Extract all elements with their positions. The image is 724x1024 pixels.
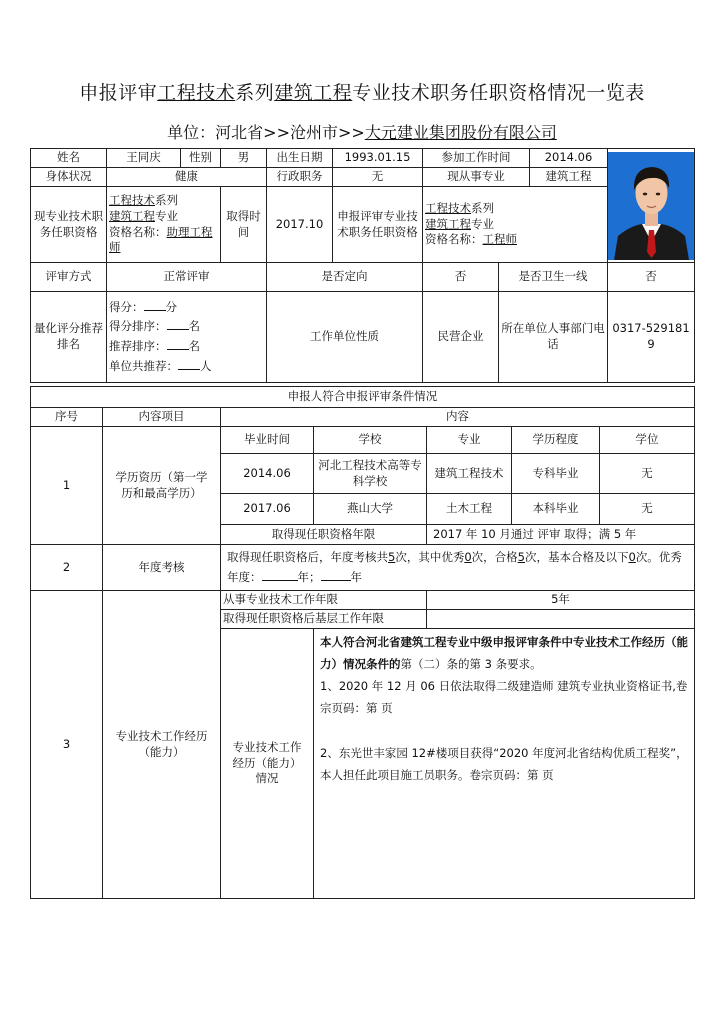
score-rank-blank [167, 329, 189, 330]
unit-total-label: 单位共推荐： [109, 358, 178, 373]
edu-row1-date: 2014.06 [221, 454, 314, 494]
experience-detail-label: 专业技术工作经历（能力）情况 [221, 629, 314, 899]
edu-no: 1 [31, 427, 103, 545]
experience-statement [314, 629, 695, 899]
edu-years-value: 2017 年 10 月通过 评审 取得；满 5 年 [427, 525, 695, 545]
score-rank-label: 得分排序： [109, 319, 167, 334]
assessment-t2: 次，其中优秀 [395, 549, 465, 564]
edu-header-date: 毕业时间 [221, 427, 314, 454]
gender-value: 男 [221, 149, 267, 168]
current-qual-detail [107, 187, 221, 263]
edu-row2-school: 燕山大学 [314, 494, 427, 525]
assessment-item: 年度考核 [103, 545, 221, 591]
apply-qual-name-label: 资格名称： [425, 232, 483, 247]
recommend-rank-unit: 名 [188, 339, 200, 353]
name-value: 王同庆 [107, 149, 181, 168]
current-major-value: 建筑工程 [530, 168, 608, 187]
apply-qual-series: 工程技术 [425, 201, 471, 216]
col-content-header: 内容 [221, 408, 695, 427]
current-qual-series-suffix: 系列 [155, 193, 178, 208]
assessment-total: 5 [388, 549, 396, 564]
photo-portrait-icon [608, 152, 695, 260]
col-item-header: 内容项目 [103, 408, 221, 427]
edu-header-level: 学历程度 [512, 427, 600, 454]
review-method-value: 正常评审 [107, 263, 267, 292]
edu-years-label: 取得现任职资格年限 [221, 525, 427, 545]
assessment-excellent: 0 [464, 549, 472, 564]
unit-total-blank [178, 369, 200, 370]
assessment-t1: 取得现任职资格后，年度考核共 [227, 549, 388, 564]
current-major-label: 现从事专业 [423, 168, 530, 187]
grassroots-label: 取得现任职资格后基层工作年限 [221, 610, 427, 629]
apply-qual-label: 申报评审专业技术职务任职资格 [333, 187, 423, 263]
excellent-year-blank-2 [321, 580, 351, 581]
phone-value: 0317-5291819 [608, 292, 695, 383]
grassroots-value [427, 610, 695, 629]
current-qual-label: 现专业技术职务任职资格 [31, 187, 107, 263]
recommend-rank-label: 推荐排序： [109, 339, 167, 353]
statement-item-2: 2、东光世丰家园 12#楼项目获得“2020 年度河北省结构优质工程奖”，本人担任此项目施工员职务。卷宗页码：第 页 [320, 746, 688, 783]
applicant-photo [608, 149, 695, 263]
name-label: 姓名 [31, 149, 107, 168]
edu-row2-level: 本科毕业 [512, 494, 600, 525]
edu-row2-degree: 无 [600, 494, 695, 525]
title-series-suffix: 系列 [235, 82, 275, 104]
frontline-label: 是否卫生一线 [499, 263, 608, 292]
ranking-detail [107, 292, 267, 383]
title-suffix: 专业技术职务任职资格情况一览表 [352, 82, 645, 104]
edu-row2-major: 土木工程 [427, 494, 512, 525]
nature-value: 民营企业 [423, 292, 499, 383]
work-start-value: 2014.06 [530, 149, 608, 168]
edu-row1-level: 专科毕业 [512, 454, 600, 494]
edu-item: 学历资历（第一学历和最高学历） [103, 427, 221, 545]
score-rank-unit: 名 [188, 319, 200, 334]
statement-spacer [320, 719, 688, 743]
unit-line [0, 120, 724, 143]
health-value: 健康 [107, 168, 267, 187]
birth-value: 1993.01.15 [333, 149, 423, 168]
unit-label: 单位：河北省>>沧州市>> [167, 123, 365, 142]
conditions-header: 申报人符合申报评审条件情况 [31, 387, 695, 408]
ranking-label: 量化评分推荐排名 [31, 292, 107, 383]
experience-years-label: 从事专业技术工作年限 [221, 591, 427, 610]
assessment-qualified: 5 [517, 549, 525, 564]
current-qual-name: 助理工程师 [109, 224, 213, 255]
apply-qual-series-suffix: 系列 [471, 201, 494, 216]
assessment-basic: 0 [628, 549, 636, 564]
edu-row1-degree: 无 [600, 454, 695, 494]
assessment-no: 2 [31, 545, 103, 591]
edu-header-degree: 学位 [600, 427, 695, 454]
obtain-value: 2017.10 [267, 187, 333, 263]
admin-label: 行政职务 [267, 168, 333, 187]
frontline-value: 否 [608, 263, 695, 292]
statement-intro: 本人符合河北省建筑工程专业中级申报评审条件中专业技术工作经历（能力）情况条件的 [320, 635, 688, 671]
gender-label: 性别 [181, 149, 221, 168]
assessment-t5: 次。优秀年度： [227, 549, 682, 584]
unit-name: 大元建业集团股份有限公司 [364, 123, 557, 142]
col-no-header: 序号 [31, 408, 103, 427]
experience-no: 3 [31, 591, 103, 899]
directed-value: 否 [423, 263, 499, 292]
recommend-rank-blank [167, 349, 189, 350]
apply-qual-detail [423, 187, 608, 263]
statement-item-1: 1、2020 年 12 月 06 日依法取得二级建造师 建筑专业执业资格证书,卷宗页码：第 页 [320, 678, 688, 715]
title-prefix: 申报评审 [79, 82, 158, 104]
work-start-label: 参加工作时间 [423, 149, 530, 168]
current-qual-major: 建筑工程 [109, 208, 155, 223]
edu-row1-school: 河北工程技术高等专科学校 [314, 454, 427, 494]
edu-header-major: 专业 [427, 427, 512, 454]
admin-value: 无 [333, 168, 423, 187]
health-label: 身体状况 [31, 168, 107, 187]
current-qual-series: 工程技术 [109, 193, 155, 208]
edu-row1-major: 建筑工程技术 [427, 454, 512, 494]
review-method-label: 评审方式 [31, 263, 107, 292]
current-qual-major-suffix: 专业 [155, 208, 178, 223]
conditions-table [30, 386, 695, 899]
experience-years-value: 5年 [427, 591, 695, 610]
score-blank [144, 310, 166, 311]
directed-label: 是否定向 [267, 263, 423, 292]
obtain-label: 取得时间 [221, 187, 267, 263]
nature-label: 工作单位性质 [267, 292, 423, 383]
assessment-t4: 次，基本合格及以下 [524, 549, 629, 564]
score-unit: 分 [165, 299, 177, 314]
assessment-t3: 次，合格 [471, 549, 518, 564]
title-major: 建筑工程 [274, 82, 353, 104]
current-qual-name-label: 资格名称： [109, 224, 167, 239]
edu-row2-date: 2017.06 [221, 494, 314, 525]
excellent-year-blank-1 [262, 580, 298, 581]
assessment-t7: 年 [350, 569, 362, 584]
unit-total-unit: 人 [200, 358, 212, 373]
title-series: 工程技术 [157, 82, 236, 104]
assessment-text [221, 545, 695, 591]
apply-qual-name: 工程师 [482, 232, 517, 247]
experience-item: 专业技术工作经历（能力） [103, 591, 221, 899]
info-table [30, 148, 695, 383]
assessment-t6: 年； [297, 569, 321, 584]
edu-header-school: 学校 [314, 427, 427, 454]
apply-qual-major-suffix: 专业 [471, 216, 494, 231]
birth-label: 出生日期 [267, 149, 333, 168]
phone-label: 所在单位人事部门电话 [499, 292, 608, 383]
score-label: 得分： [109, 299, 144, 314]
statement-clause: 第（二）条的第 3 条要求。 [400, 656, 542, 671]
page-title [0, 78, 724, 105]
apply-qual-major: 建筑工程 [425, 216, 471, 231]
